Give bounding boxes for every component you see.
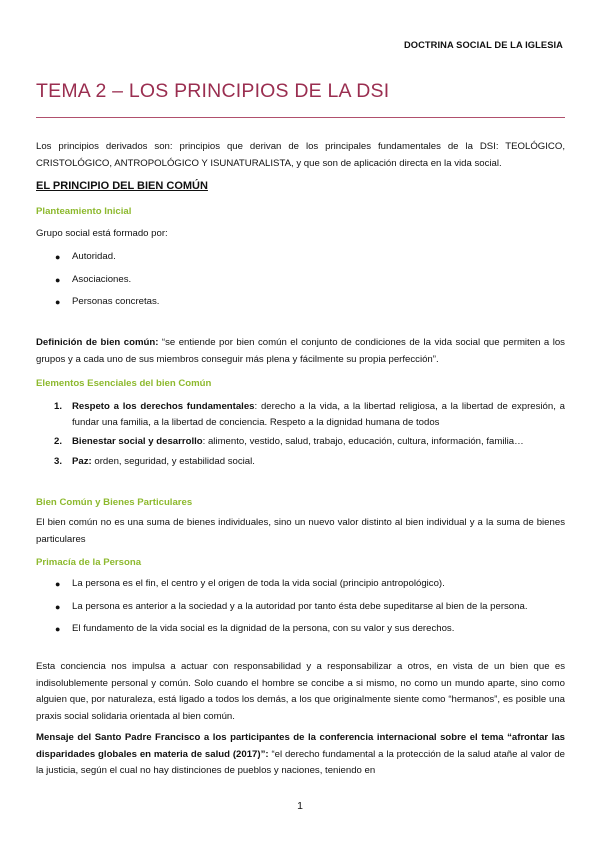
mensaje-label: Mensaje del Santo Padre Francisco a los participantes de la conferencia internacional sobre el tema “afrontar las disparidades globales en materia de salud (2017)”: — [36, 732, 565, 760]
item-number: 1. — [54, 401, 63, 412]
list-item-text: Personas concretas. — [72, 296, 160, 307]
list-item-text: El fundamento de la vida social es la dignidad de la persona, con su valor y sus derechos. — [72, 623, 455, 634]
item-text: : alimento, vestido, salud, trabajo, educación, cultura, información, familia… — [202, 436, 524, 447]
list-item — [54, 576, 565, 593]
list-item — [54, 599, 565, 616]
mensaje-text: “el derecho fundamental a la protección de la salud atañe al valor de la justicia, según el cual no hay distinciones de pueblos y naciones, teniendo en — [36, 748, 565, 776]
elementos-heading: Elementos Esenciales del bien Común — [36, 378, 212, 389]
item-text: orden, seguridad, y estabilidad social. — [91, 455, 255, 467]
primacia-list — [54, 576, 565, 638]
item-label: Bienestar social y desarrollo — [72, 436, 203, 447]
list-item — [54, 272, 565, 289]
planteamiento-list — [54, 249, 565, 311]
list-item-text: La persona es el fin, el centro y el origen de toda la vida social (principio antropológico). — [72, 578, 445, 589]
item-text: : derecho a la vida, a la libertad religiosa, a la libertad de expresión, a fundar una familia, a la libertad de conciencia. Respeto a la dignidad humana de todos — [72, 401, 565, 428]
bullet-icon: ● — [55, 297, 61, 307]
mensaje-paragraph — [36, 730, 565, 780]
planteamiento-heading: Planteamiento Inicial — [36, 206, 132, 217]
page-title: TEMA 2 – LOS PRINCIPIOS DE LA DSI — [36, 80, 390, 102]
definicion-label: Definición de bien común: — [36, 337, 159, 348]
item-label: Paz: — [72, 455, 92, 467]
list-item — [54, 434, 565, 450]
bullet-icon: ● — [55, 274, 61, 285]
particulares-heading: Bien Común y Bienes Particulares — [36, 497, 193, 508]
item-label: Respeto a los derechos fundamentales — [72, 401, 255, 412]
list-item — [54, 454, 565, 470]
list-item-text: Asociaciones. — [72, 273, 132, 285]
running-header: DOCTRINA SOCIAL DE LA IGLESIA — [403, 40, 563, 50]
list-item-text: Autoridad. — [72, 251, 116, 262]
list-item — [54, 249, 565, 266]
bullet-icon: ● — [55, 579, 61, 589]
section-heading: EL PRINCIPIO DEL BIEN COMÚN — [36, 180, 208, 192]
particulares-paragraph: El bien común no es una suma de bienes individuales, sino un nuevo valor distinto al bien individual y a la suma de bienes particulares — [36, 517, 565, 545]
conciencia-paragraph: Esta conciencia nos impulsa a actuar con responsabilidad y a responsabilizar a otros, en vista de un bien que es indisolublemente personal y común. Solo cuando el hombre se concibe a si mismo, no como un mundo aparte, sino como alguien que, por naturaleza, está ligado a todos los demás, a los que originalmente siente como “hermanos”, es posible una praxis social solidaria orientada al bien común. — [36, 661, 565, 722]
bullet-icon: ● — [55, 624, 61, 634]
intro-paragraph: Los principios derivados son: principios que derivan de los principales fundamentales de la DSI: TEOLÓGICO, CRISTOLÓGICO, ANTROPOLÓGICO Y ISUNATURALISTA, y que son de aplicación directa en la vida social. — [36, 141, 565, 169]
elementos-list — [54, 399, 565, 469]
bullet-icon: ● — [55, 252, 61, 262]
definicion-text: “se entiende por bien común el conjunto de condiciones de la vida social que permiten a los grupos y a cada uno de sus miembros conseguir más plena y fácilmente su propia perfección”. — [36, 337, 565, 365]
bullet-icon: ● — [55, 601, 61, 612]
list-item — [54, 621, 565, 638]
primacia-heading: Primacía de la Persona — [36, 557, 142, 568]
definicion-paragraph — [36, 335, 565, 368]
list-item — [54, 399, 565, 430]
title-divider — [36, 117, 565, 118]
item-number: 2. — [54, 436, 63, 447]
item-number: 3. — [54, 455, 63, 467]
list-item — [54, 294, 565, 311]
list-item-text: La persona es anterior a la sociedad y a la autoridad por tanto ésta debe supeditarse al bien de la persona. — [72, 600, 528, 612]
page-number: 1 — [297, 800, 303, 812]
planteamiento-lead: Grupo social está formado por: — [36, 228, 168, 239]
